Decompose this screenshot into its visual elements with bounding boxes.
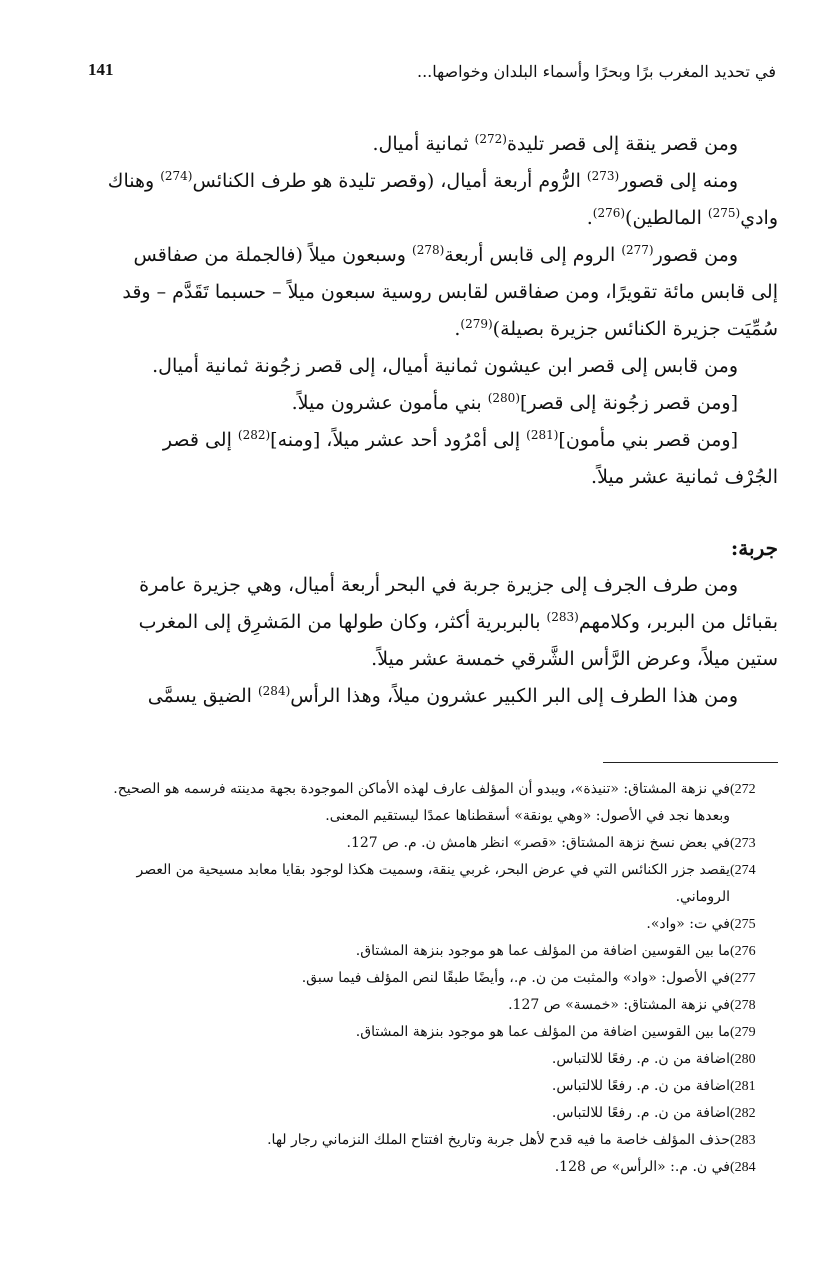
footnote: [70, 1127, 778, 1154]
line-text: ومن قابس إلى قصر ابن عيشون ثمانية أميال، إلى قصر زجُونة ثمانية أميال.: [152, 355, 738, 377]
footnote-number: (284: [730, 1160, 756, 1175]
footnote-text: في بعض نسخ نزهة المشتاق: «قصر» انظر هامش ن. م. ص 127.: [346, 835, 730, 851]
text-line: [70, 163, 778, 200]
line-text: الضيق يسمَّى: [147, 685, 258, 707]
line-text: ومنه إلى قصور: [619, 170, 738, 192]
line-text: وهناك: [107, 170, 161, 192]
text-line: [70, 126, 778, 163]
footnote-text: اضافة من ن. م. رفعًا للالتباس.: [551, 1078, 730, 1094]
footnote-number: (272: [730, 782, 756, 797]
footnote-ref: (284): [257, 684, 291, 698]
line-text: ومن طرف الجرف إلى جزيرة جربة في البحر أربعة أميال، وهي جزيرة عامرة: [139, 574, 738, 596]
footnote: [70, 1046, 778, 1073]
line-text: إلى قابس مائة تقويرًا، ومن صفاقس لقابس روسية سبعون ميلاً – حسبما تَقَدَّم – وقد: [122, 281, 778, 303]
line-text: .: [454, 318, 461, 340]
line-text: [ومن قصر بني مأمون]: [558, 429, 738, 451]
footnote-number: (282: [730, 1106, 756, 1121]
footnote-ref: (277): [621, 243, 654, 257]
text-line: [70, 459, 778, 496]
line-text: ستين ميلاً، وعرض الرَّأس الشَّرقي خمسة عشر ميلاً.: [371, 648, 778, 670]
footnote-ref: (283): [546, 610, 579, 624]
text-line: [70, 385, 778, 422]
footnote-number: (277: [730, 971, 756, 986]
line-text: الرُّوم أربعة أميال، (وقصر تليدة هو طرف الكنائس: [192, 170, 587, 192]
running-head: في تحديد المغرب برًا وبحرًا وأسماء البلدان وخواصها...: [417, 62, 776, 81]
line-text: بقبائل من البربر، وكلامهم: [578, 611, 778, 633]
line-text: الروم إلى قابس أربعة: [444, 244, 622, 266]
footnote-text: حذف المؤلف خاصة ما فيه قدح لأهل جربة وتاريخ افتتاح الملك النزماني رجار لها.: [267, 1132, 730, 1148]
footnote: [70, 1100, 778, 1127]
footnote: [70, 992, 778, 1019]
text-line: [70, 348, 778, 385]
footnote-ref: (276): [592, 206, 626, 220]
line-text: إلى قصر: [162, 429, 238, 451]
line-text: .: [586, 207, 593, 229]
footnote-text: ما بين القوسين اضافة من المؤلف عما هو موجود بنزهة المشتاق.: [355, 943, 730, 959]
footnote-text: في الأصول: «واد» والمثبت من ن. م.، وأيضًا طبقًا لنص المؤلف فيما سبق.: [301, 970, 730, 986]
line-text: إلى أمْرُود أحد عشر ميلاً، [ومنه]: [270, 429, 527, 451]
footnote-ref: (272): [474, 132, 507, 146]
page-number: 141: [88, 60, 114, 79]
footnote-number: (281: [730, 1079, 756, 1094]
footnote-text: في ن. م.: «الرأس» ص 128.: [554, 1159, 730, 1175]
footnote-continuation: وبعدها نجد في الأصول: «وهي يونقة» أسقطناها عمدًا ليستقيم المعنى.: [325, 808, 730, 824]
footnote-number: (280: [730, 1052, 756, 1067]
footnote-ref: (275): [707, 206, 741, 220]
footnote-text: في ت: «واد».: [646, 916, 730, 932]
footnote-ref: (273): [586, 169, 620, 183]
line-text: الجُرْف ثمانية عشر ميلاً.: [591, 466, 778, 488]
footnotes: [70, 776, 778, 1181]
body-paragraphs: [70, 126, 778, 496]
line-text: ومن قصر ينقة إلى قصر تليدة: [506, 133, 738, 155]
text-line: [70, 311, 778, 348]
footnote-continuation: الروماني.: [675, 889, 730, 905]
section-heading: جربة:: [730, 536, 778, 560]
footnote-number: (276: [730, 944, 756, 959]
footnote-text: في نزهة المشتاق: «خمسة» ص 127.: [508, 997, 730, 1013]
footnote-text: اضافة من ن. م. رفعًا للالتباس.: [551, 1105, 730, 1121]
line-text: بالبربرية أكثر، وكان طولها من المَشرِق إلى المغرب: [138, 611, 547, 633]
text-line: [70, 641, 778, 678]
footnote: [70, 830, 778, 857]
page-header: [88, 58, 776, 92]
footnote: [70, 911, 778, 938]
footnote-number: (279: [730, 1025, 756, 1040]
footnote-number: (273: [730, 836, 756, 851]
footnote: [70, 1154, 778, 1181]
line-text: وسبعون ميلاً (فالجملة من صفاقس: [133, 244, 412, 266]
line-text: [ومن قصر زجُونة إلى قصر]: [520, 392, 738, 414]
text-line: [70, 422, 778, 459]
footnote-number: (283: [730, 1133, 756, 1148]
footnote-ref: (274): [160, 169, 193, 183]
footnote: [70, 857, 778, 884]
footnote-number: (275: [730, 917, 756, 932]
text-line: [70, 200, 778, 237]
footnote-text: ما بين القوسين اضافة من المؤلف عما هو موجود بنزهة المشتاق.: [355, 1024, 730, 1040]
footnote-ref: (278): [412, 243, 445, 257]
footnote: [70, 965, 778, 992]
footnote: [70, 1019, 778, 1046]
text-line: [70, 237, 778, 274]
footnote-ref: (279): [460, 317, 493, 331]
footnote-ref: (282): [237, 428, 271, 442]
footnote: [70, 776, 778, 803]
footnote-divider: [603, 762, 778, 763]
text-line: [70, 678, 778, 715]
line-text: بني مأمون عشرون ميلاً.: [291, 392, 488, 414]
line-text: ثمانية أميال.: [372, 133, 475, 155]
text-line: [70, 274, 778, 311]
footnote-number: (278: [730, 998, 756, 1013]
line-text: سُمِّيَت جزيرة الكنائس جزيرة بصيلة): [492, 318, 778, 340]
footnote-number: (274: [730, 863, 756, 878]
line-text: ومن هذا الطرف إلى البر الكبير عشرون ميلاً، وهذا الرأس: [290, 685, 738, 707]
line-text: وادي: [740, 207, 778, 229]
footnote: [70, 1073, 778, 1100]
footnote-ref: (280): [487, 391, 520, 405]
line-text: ومن قصور: [653, 244, 738, 266]
footnote-ref: (281): [526, 428, 559, 442]
footnote-text: في نزهة المشتاق: «تنيذة»، ويبدو أن المؤلف عارف لهذه الأماكن الموجودة بجهة مدينته فرسمه هو الصحيح.: [113, 781, 730, 797]
line-text: المالطين): [625, 207, 708, 229]
footnote-text: اضافة من ن. م. رفعًا للالتباس.: [551, 1051, 730, 1067]
footnote-text: يقصد جزر الكنائس التي في عرض البحر، غربي ينقة، وسميت هكذا لوجود بقايا معابد مسيحية من العصر: [136, 862, 730, 878]
section-paragraphs: [70, 567, 778, 715]
main-text: [70, 126, 778, 715]
footnote: [70, 938, 778, 965]
text-line: [70, 604, 778, 641]
text-line: [70, 567, 778, 604]
